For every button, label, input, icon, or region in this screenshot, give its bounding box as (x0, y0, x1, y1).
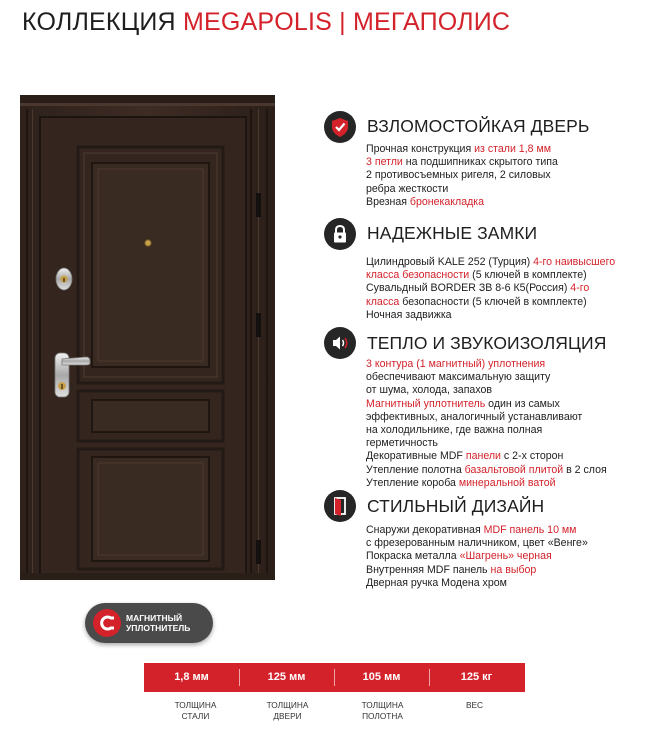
feature-text: эффективных, аналогичный устанавливают (366, 410, 583, 423)
speaker-icon (324, 327, 356, 359)
page-title (22, 8, 510, 37)
feature-title-security: ВЗЛОМОСТОЙКАЯ ДВЕРЬ (367, 116, 590, 136)
feature-text: Утепление полотна (366, 463, 465, 476)
door-icon (324, 490, 356, 522)
feature-line (366, 550, 588, 563)
specs-bar (144, 663, 525, 692)
feature-title-locks: НАДЕЖНЫЕ ЗАМКИ (367, 223, 538, 243)
feature-body-insulation (366, 358, 607, 490)
feature-body-design (366, 524, 588, 590)
feature-line (366, 282, 615, 295)
feature-text-highlight: 3 петли (366, 156, 403, 169)
title-prefix: КОЛЛЕКЦИЯ (22, 8, 183, 36)
feature-line (366, 537, 588, 550)
feature-body-locks (366, 256, 615, 322)
spec-value-steel: 1,8 мм (174, 671, 209, 683)
feature-line (366, 564, 588, 577)
spec-label-door-line1: ТОЛЩИНА (266, 700, 309, 710)
spec-label-steel-line1: ТОЛЩИНА (174, 700, 217, 710)
spec-label-door (240, 700, 335, 721)
spec-label-leaf-line1: ТОЛЩИНА (361, 700, 404, 710)
spec-label-door-line2: ДВЕРИ (273, 710, 302, 721)
feature-line (366, 296, 615, 309)
feature-text: Сувальдный BORDER ЗВ 8-6 К5(Россия) (366, 282, 571, 295)
badge-label-line2: УПЛОТНИТЕЛЬ (126, 623, 191, 633)
feature-text: (5 ключей в комплекте) (469, 269, 587, 282)
feature-line (366, 169, 558, 182)
feature-text-highlight: из стали 1,8 мм (474, 143, 552, 155)
feature-line (366, 577, 588, 590)
door-image (20, 95, 275, 580)
feature-line (366, 464, 607, 477)
feature-text: герметичность (366, 437, 438, 450)
feature-line (366, 309, 615, 322)
feature-text-highlight: минеральной ватой (458, 476, 556, 489)
feature-text-highlight: панели (465, 450, 501, 463)
feature-text-highlight: 4-го (570, 282, 590, 295)
spec-label-weight-line1: ВЕС (465, 700, 484, 710)
feature-text: на холодильнике, где важна полная (366, 424, 543, 437)
spec-label-steel-line2: СТАЛИ (181, 710, 210, 721)
feature-line (366, 143, 558, 156)
spec-value-leaf: 105 мм (362, 671, 401, 683)
feature-line (366, 358, 607, 371)
magnet-icon (93, 609, 121, 637)
feature-title-design: СТИЛЬНЫЙ ДИЗАЙН (367, 496, 545, 516)
spec-label-weight (427, 700, 522, 711)
feature-text-highlight: на выбор (490, 563, 537, 576)
feature-text: Декоративные MDF (366, 450, 466, 463)
feature-text-highlight: класса безопасности (366, 269, 470, 282)
feature-line (366, 183, 558, 196)
feature-text: с 2-х сторон (500, 450, 564, 463)
feature-line (366, 411, 607, 424)
feature-text: Утепление короба (366, 476, 459, 489)
feature-text-highlight: MDF панель 10 мм (483, 524, 577, 536)
lock-icon (324, 218, 356, 250)
feature-text: на подшипниках скрытого типа (402, 156, 558, 169)
feature-text: Врезная (366, 195, 410, 208)
title-collection-name: MEGAPOLIS | МЕГАПОЛИС (182, 8, 511, 36)
feature-line (366, 156, 558, 169)
feature-text-highlight: бронекакладка (409, 195, 485, 208)
feature-text: в 2 слоя (563, 463, 607, 476)
feature-text: с фрезерованным наличником, цвет «Венге» (366, 537, 588, 550)
spec-label-steel (148, 700, 243, 721)
feature-text: один из самых (485, 397, 560, 410)
feature-text: Ночная задвижка (366, 308, 452, 321)
feature-text-highlight: базальтовой плитой (464, 463, 564, 476)
feature-text: Снаружи декоративная (366, 524, 484, 536)
feature-line (366, 196, 558, 209)
magnetic-seal-badge (85, 603, 213, 643)
feature-line (366, 424, 607, 437)
feature-line (366, 437, 607, 450)
badge-label-line1: МАГНИТНЫЙ (126, 613, 183, 623)
feature-body-security (366, 143, 558, 209)
feature-text-highlight: класса (366, 295, 400, 308)
feature-line (366, 524, 588, 537)
feature-text: Цилиндровый KALE 252 (Турция) (366, 256, 534, 268)
feature-text: 2 противосъемных ригеля, 2 силовых (366, 169, 551, 182)
feature-text: ребра жесткости (366, 182, 449, 195)
feature-title-insulation: ТЕПЛО И ЗВУКОИЗОЛЯЦИЯ (367, 333, 607, 353)
feature-line (366, 398, 607, 411)
feature-text: Дверная ручка Модена хром (366, 576, 507, 589)
badge-label (126, 613, 206, 633)
feature-text-highlight: Магнитный уплотнитель (366, 397, 486, 410)
feature-text: Внутренняя MDF панель (366, 563, 491, 576)
feature-text: Покраска металла (366, 550, 460, 563)
feature-text: обеспечивают максимальную защиту (366, 371, 551, 384)
spec-label-leaf-line2: ПОЛОТНА (362, 710, 403, 721)
spec-label-leaf (335, 700, 430, 721)
door-illustration (20, 95, 275, 580)
feature-line (366, 477, 607, 490)
feature-text-highlight: 3 контура (1 магнитный) уплотнения (366, 358, 546, 370)
shield-check-icon (324, 111, 356, 143)
feature-text-highlight: 4-го наивысшего (533, 256, 616, 268)
feature-text: Прочная конструкция (366, 143, 475, 155)
spec-value-weight: 125 кг (460, 671, 493, 683)
feature-line (366, 269, 615, 282)
spec-value-door: 125 мм (267, 671, 306, 683)
feature-line (366, 384, 607, 397)
feature-text: безопасности (5 ключей в комплекте) (399, 295, 587, 308)
feature-line (366, 256, 615, 269)
feature-text: от шума, холода, запахов (366, 384, 493, 397)
feature-line (366, 371, 607, 384)
feature-line (366, 450, 607, 463)
feature-text-highlight: «Шагрень» черная (459, 550, 552, 563)
